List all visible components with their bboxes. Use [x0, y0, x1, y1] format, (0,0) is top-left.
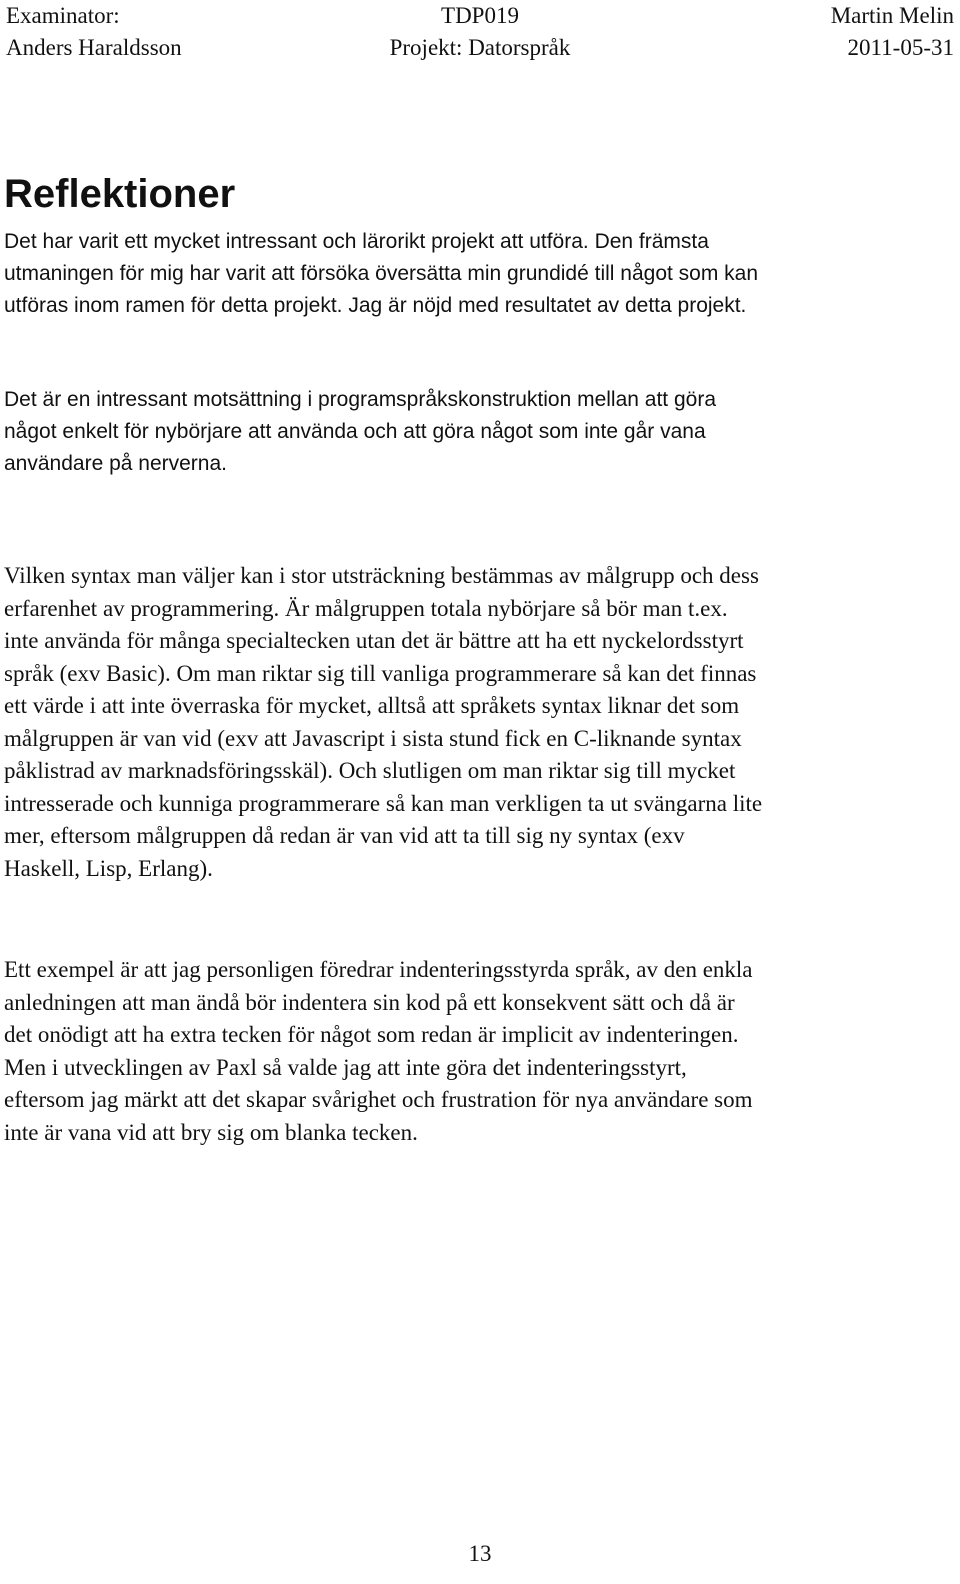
paragraph-line: språk (exv Basic). Om man riktar sig till vanliga programmerare så kan det finnas [4, 660, 757, 686]
paragraph-line: inte är vana vid att bry sig om blanka tecken. [4, 1119, 418, 1145]
page-number: 13 [468, 1541, 492, 1566]
paragraph-line: ett värde i att inte överraska för mycket, alltså att språkets syntax liknar det som [4, 693, 740, 718]
paragraph-line: erfarenhet av programmering. Är målgruppen totala nybörjare så bör man t.ex. [4, 595, 728, 621]
paragraph-3 [4, 560, 954, 885]
paragraph-1 [4, 226, 954, 322]
paragraph-line: eftersom jag märkt att det skapar svårighet och frustration för nya användare som [4, 1087, 753, 1112]
paragraph-line: Vilken syntax man väljer kan i stor utsträckning bestämmas av målgrupp och dess [4, 563, 759, 588]
header-row-top [6, 0, 954, 32]
paragraph-line: Det är en intressant motsättning i programspråkskonstruktion mellan att göra [4, 388, 717, 411]
paragraph-line: Men i utvecklingen av Paxl så valde jag att inte göra det indenteringsstyrt, [4, 1054, 687, 1080]
header-project-name: Projekt: Datorspråk [389, 35, 571, 60]
header-course-code: TDP019 [441, 3, 519, 28]
paragraph-line: målgruppen är van vid (exv att Javascript i sista stund fick en C-liknande syntax [4, 725, 742, 751]
paragraph-4 [4, 954, 954, 1149]
header-date: 2011-05-31 [847, 35, 954, 60]
paragraph-line: utföras inom ramen för detta projekt. Jag är nöjd med resultatet av detta projekt. [4, 294, 747, 317]
paragraph-line: Ett exempel är att jag personligen föredrar indenteringsstyrda språk, av den enkla [4, 957, 753, 982]
paragraph-line: anledningen att man ändå bör indentera sin kod på ett konsekvent sätt och då är [4, 989, 735, 1015]
paragraph-line: Det har varit ett mycket intressant och lärorikt projekt att utföra. Den främsta [4, 230, 709, 253]
paragraph-line: det onödigt att ha extra tecken för något som redan är implicit av indenteringen. [4, 1022, 739, 1047]
header-author: Martin Melin [830, 3, 954, 28]
paragraph-line: Haskell, Lisp, Erlang). [4, 855, 213, 881]
paragraph-line: utmaningen för mig har varit att försöka översätta min grundidé till något som kan [4, 262, 759, 285]
header-examiner-name: Anders Haraldsson [6, 35, 182, 60]
paragraph-line: intresserade och kunniga programmerare så kan man verkligen ta ut svängarna lite [4, 790, 763, 816]
page-header [6, 0, 954, 64]
paragraph-line: inte använda för många specialtecken utan det är bättre att ha ett nyckelordsstyrt [4, 628, 744, 653]
paragraph-line: mer, eftersom målgruppen då redan är van vid att ta till sig ny syntax (exv [4, 823, 685, 848]
header-examiner-label: Examinator: [6, 3, 120, 28]
paragraph-line: användare på nerverna. [4, 452, 227, 475]
paragraph-2 [4, 384, 954, 480]
section-title: Reflektioner [4, 172, 236, 216]
paragraph-line: något enkelt för nybörjare att använda och att göra något som inte går vana [4, 420, 706, 443]
header-row-bottom [6, 32, 954, 64]
paragraph-line: påklistrad av marknadsföringsskäl). Och slutligen om man riktar sig till mycket [4, 758, 736, 783]
